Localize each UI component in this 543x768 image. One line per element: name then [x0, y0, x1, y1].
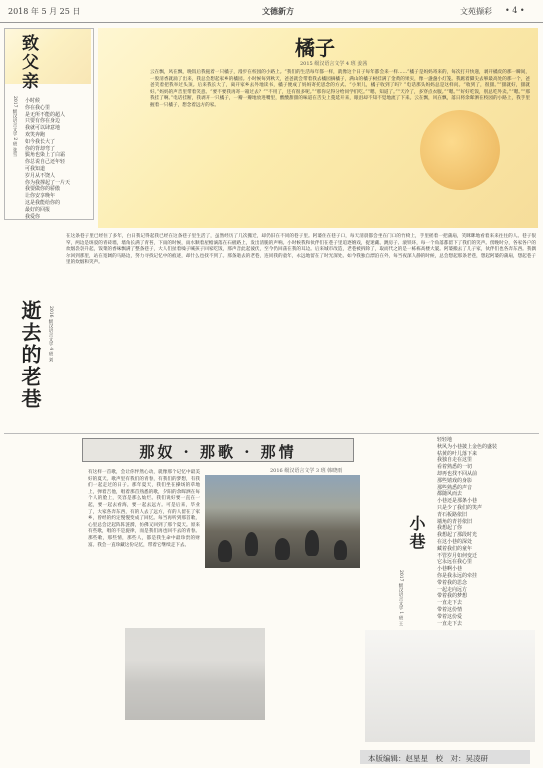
poem-line: 青石板路依旧 — [437, 511, 468, 518]
poem-line: 你为我撑起了一片天 — [25, 179, 71, 186]
poem-line: 让你安享晚年 — [25, 193, 56, 200]
poem-line: 你在我心里 — [25, 104, 51, 111]
poem-line: 轻轻地 — [437, 437, 453, 443]
issue-date: 2018 年 5 月 25 日 — [8, 7, 81, 16]
poem-line: 只是少了我们的笑声 — [437, 504, 483, 511]
poem-line: 最好的回报 — [25, 206, 51, 213]
tangerine-byline: 2015 级汉语言文学 4 班 姜茜 — [300, 61, 368, 67]
poem-line: 是无所不能的超人 — [25, 111, 66, 118]
tangerine-title: 橘子 — [295, 36, 335, 60]
poem-line: 不管岁月如何变迁 — [437, 552, 478, 559]
editor-credits: 本版编辑：赵星星 校 对：吴凌研 — [368, 754, 488, 763]
poem-zhiwenqin-byline: 2017 级汉语言文学 2 班 张雪 — [12, 96, 17, 157]
poem-line: 一起走向远方 — [437, 586, 468, 593]
poem-line: 一直走下去 — [437, 600, 463, 607]
poem-xiaoxiang-byline: 2017 级汉语言文学 1 班 王 — [398, 570, 403, 627]
photo-figure — [218, 540, 232, 562]
nayou-byline: 2016 级汉语言文学 3 班 韩晓雨 — [270, 468, 343, 474]
nayou-title: 那奴 · 那歌 · 那情 — [139, 443, 297, 461]
old-lane-body: 在这条巷子里已经住了多年，白日我记得起我已经在这条巷子里生活了，虽然经历了几次搬迁，却仍旧在不同的巷子里。阿婆住在巷子口，每天清晨都会坐在门口的竹椅上，手里摇着一把蒲扇，笑眯眯地看着来来往往的人。巷子很窄，两边是斑驳的青砖墙，墙角长满了青苔，下雨的时候，雨水顺着屋檐滴落在石板路上，发出清脆的声响。小时候我和伙伴们在巷子里追逐嬉戏，捉迷藏、跳房子、滚铁环，每一个角落都留下了我们的笑声。傍晚时分，各家各户的炊烟袅袅升起，饭菜的香味飘满了整条巷子，大人们扯着嗓子喊孩子回家吃饭，那声音此起彼伏，至今仍回荡在我的耳边。后来城市改造，老巷被拆除了，取而代之的是一栋栋高楼大厦。阿婆搬去了儿子家，伙伴们也各奔东西。我偶尔回到那里，站在宽阔的马路边，努力寻找记忆中的痕迹，却什么也找不到了。那条逝去的老巷，连同我的童年，永远地留在了时光深处。如今我独自漂泊在外，每当夜深人静的时候，总会想起那条老巷，想起阿婆的蒲扇，想起巷子里的炊烟和笑声。 — [66, 234, 536, 266]
poem-line: 带着这份爱 — [437, 613, 463, 620]
poem-line: 你总说自己还年轻 — [25, 159, 66, 166]
poem-line: 如今我长大了 — [25, 138, 56, 145]
poem-line: 岁月从不饶人 — [25, 172, 56, 179]
tangerine-body: 云在飘，风在飘，晚饭后我拖着一只橘子，漫步在校园的小路上。“我们的生活每年都一样，就像这个日子每年都会来一样……”橘子是妈妈寄来的，每次打开快递，剥开橘皮的那一瞬间，一股清香就涌了出来，我总会想起家乡的橘园。小时候每到秋天，爸爸就会带着我去橘园摘橘子，满山的橘子树挂满了金黄的果实，像一盏盏小灯笼。我踮着脚尖去够最高处的那一个，爸爸笑着把我举过头顶。后来我长大了，离开家乡去外地读书，橘子便成了妈妈寄托思念的方式。“小果儿，橘子收到了吗？”电话那头妈妈总是这样问。“收到了，很甜。”“甜就好，甜就好。”妈妈的声音里带着笑意。“要不要我再寄一箱过去？”“不用了，还有很多呢。”“那你记得分给同学们吃。”“嗯，知道了。”“天冷了，多穿点衣服。”“嗯。”“好好吃饭，别总吃外卖。”“嗯。”“那我挂了啊。”电话挂断，我剥开一只橘子，一瓣一瓣地放进嘴里，酸酸甜甜的味道在舌尖上蔓延开来，眼泪却不知不觉地流了下来。云在飘，风在飘，落日将余晖洒在校园的小路上，我手里握着一只橘子，想念着远方的家。 — [150, 70, 530, 108]
poem-zhiwenqin-title: 致父亲 — [18, 34, 38, 91]
page-number: • 4 • — [505, 6, 525, 15]
poem-line: 墙角的青苔依旧 — [437, 518, 473, 525]
poem-line: 我就可以肆意地 — [25, 125, 61, 132]
poem-line: 它永远在我心里 — [437, 559, 473, 566]
poem-line: 只要有你在身边 — [25, 118, 61, 125]
masthead: 文德新方 — [262, 6, 294, 16]
poem-line: 秋风为小巷披上金色的盛装 — [437, 443, 498, 450]
poem-line: 那些嬉戏的身影 — [437, 477, 473, 484]
section-name: 文苑撷彩 — [460, 7, 492, 16]
poem-line: 看着熟悉的一切 — [437, 464, 473, 471]
nayou-body: 有这样一首歌，会让你怦然心动，就像那个记忆中最美好的夏天。歌声里有我们的青春，有我们的梦想，有我们一起走过的日子。那年夏天，我们坐在操场的草地上，弹着吉他，唱着那首熟悉的歌，夕阳的余晖洒在每个人的脸上，笑容是那么灿烂。我们说好要一直在一起，要一起去看海，要一起去远方。可是后来，毕业了，大家各奔东西，有的人去了远方，有的人留在了家乡，曾经的约定慢慢变成了回忆。每当再听到那首歌，心里总会泛起阵阵涟漪，仿佛又回到了那个夏天。原来有些歌，唱的不是旋律，而是我们再也回不去的青春。那些歌，那些情，那些人，都是我生命中最珍贵的财富。我会一直珍藏这份记忆，带着它继续走下去。 — [88, 470, 200, 548]
poem-line: 我要做你的骄傲 — [25, 186, 61, 193]
nayou-banner — [82, 438, 354, 462]
poem-xiaoxiang-title: 小巷 — [407, 515, 426, 551]
poem-line: 藏着我们的童年 — [437, 545, 473, 552]
photo-figure — [334, 540, 347, 560]
poem-line: 这是我能给你的 — [25, 199, 61, 206]
poem-line: 可我知道 — [25, 165, 46, 172]
poem-line: 我独自走在这里 — [437, 457, 473, 464]
editor-footer — [360, 750, 530, 764]
photo-figure — [275, 538, 290, 560]
poem-line: 带着我的梦想 — [437, 593, 468, 600]
poem-zhiwenqin-body — [25, 98, 88, 220]
poem-line: 一直走下去 — [437, 620, 463, 627]
poem-line: 带着这份情 — [437, 606, 463, 613]
page-header — [0, 0, 543, 23]
poem-line: 我想起了那段时光 — [437, 532, 478, 539]
poem-line: 小巷还是那条小巷 — [437, 498, 478, 505]
poem-line: 欢笑奔跑 — [25, 131, 46, 138]
photo-figure — [305, 530, 319, 556]
poem-line: 那些熟悉的声音 — [437, 484, 473, 491]
silhouette-photo — [125, 628, 265, 720]
poem-line: 都随风而去 — [437, 491, 463, 498]
section-divider — [4, 433, 539, 434]
poem-xiaoxiang-body — [437, 437, 533, 747]
poem-line: 枯黄的叶儿落下来 — [437, 450, 478, 457]
poem-line: 我爱你 — [25, 213, 41, 220]
poem-line: 鬓角也染上了白霜 — [25, 152, 66, 159]
poem-line: 在这小巷的深处 — [437, 538, 473, 545]
old-lane-byline: 2016 级汉语言文学 4 班 刘 — [48, 306, 53, 363]
poem-line: 你的背却弯了 — [25, 145, 56, 152]
poem-line: 小巷啊小巷 — [437, 566, 463, 573]
old-lane-title: 逝去的老巷 — [18, 300, 42, 410]
photo-figure — [245, 532, 258, 556]
poem-line: 你是我永远的牵挂 — [437, 572, 478, 579]
poem-line: 我想起了你 — [437, 525, 463, 532]
poem-line: 带着我的思念 — [437, 579, 468, 586]
poem-line: 小时候 — [25, 98, 41, 104]
poem-line: 却再也找不回从前 — [437, 470, 478, 477]
